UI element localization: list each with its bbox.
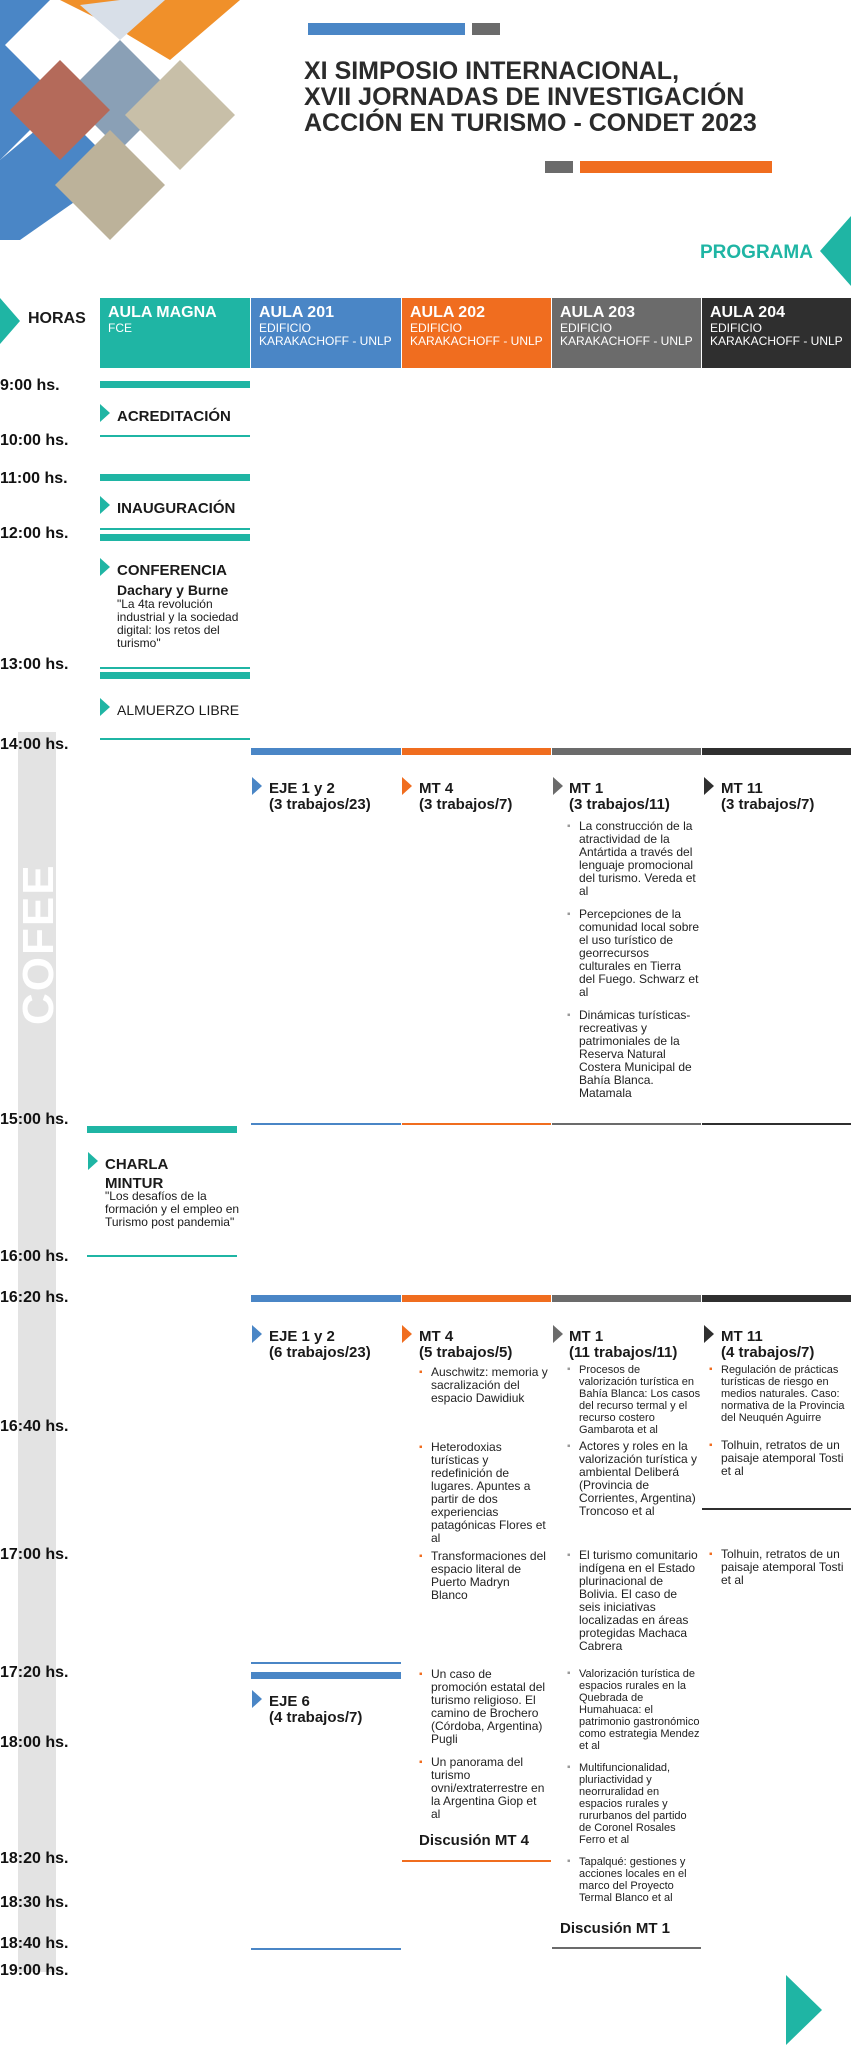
col-head-sub: EDIFICIO KARAKACHOFF - UNLP: [560, 321, 693, 348]
list-item: ▪ Valorización turística de espacios rurales en la Quebrada de Humahuaca: el patrimonio gastronómico como estrategia Mendez et al: [565, 1668, 701, 1752]
s1-202-title: [419, 781, 512, 813]
arrow-icon: [402, 1325, 412, 1343]
time-label: 17:20 hs.: [0, 1664, 69, 1681]
s1-bar-202: [402, 748, 551, 755]
session-label: EJE 1 y 2: [269, 780, 335, 797]
s1-bar-203: [552, 748, 701, 755]
list-item: ▪ Tapalqué: gestiones y acciones locales en el marco del Proyecto Termal Blanco et al: [565, 1856, 701, 1904]
col-head-title: AULA 203: [560, 304, 635, 321]
magna-bar: [100, 672, 250, 679]
s2b-bar-201: [251, 1672, 401, 1679]
s1-end-201: [251, 1123, 401, 1125]
session-label: MT 4: [419, 780, 454, 797]
time-label: 13:00 hs.: [0, 656, 69, 673]
col-head-horas: HORAS: [28, 310, 86, 327]
s2-204-divider: [702, 1508, 851, 1510]
horas-arrow-icon: [0, 298, 20, 344]
col-head-title: AULA 201: [259, 304, 334, 321]
arrow-icon: [252, 1325, 262, 1343]
list-item: ▪ La construcción de la atractividad de la Antártida a través del lenguaje promocional del turismo. Vereda et al: [565, 820, 700, 898]
footer-arrow: [786, 1975, 822, 2045]
title-line-2: XVII JORNADAS DE INVESTIGACIÓN: [304, 83, 745, 111]
time-label: 16:00 hs.: [0, 1248, 69, 1265]
session-label: MT 11: [721, 1328, 763, 1345]
magna-bar: [100, 534, 250, 541]
list-item: ▪ Heterodoxias turísticas y redefinición de lugares. Apuntes a partir de dos experiencias patagónicas Flores et al: [417, 1441, 549, 1545]
time-label: 15:00 hs.: [0, 1111, 69, 1128]
s2-204-list-b: [707, 1439, 851, 1488]
arrow-icon: [704, 1325, 714, 1343]
time-label: 16:20 hs.: [0, 1289, 69, 1306]
arrow-icon: [252, 1690, 262, 1708]
magna-divider: [100, 435, 250, 437]
arrow-icon: [100, 698, 110, 716]
session-count: (11 trabajos/11): [569, 1344, 678, 1361]
list-item: ▪ Transformaciones del espacio literal de Puerto Madryn Blanco: [417, 1550, 549, 1602]
s2-202-discussion: Discusión MT 4: [419, 1832, 530, 1849]
programa-arrow: [820, 216, 851, 286]
list-item: ▪ Percepciones de la comunidad local sobre el uso turístico de georrecursos culturales en Tierra del Fuego. Schwarz et al: [565, 908, 700, 999]
event-conferencia: CONFERENCIA: [117, 562, 228, 579]
magna-bar: [100, 474, 250, 481]
session-label: MT 1: [569, 780, 604, 797]
list-item: ▪ Multifuncionalidad, pluriactividad y neorruralidad en espacios rurales y rururbanos del partido de Coronel Rosales Ferro et al: [565, 1762, 701, 1846]
s2b-201-title: [269, 1694, 362, 1726]
time-label: 14:00 hs.: [0, 736, 69, 753]
s2-202-list-c: [417, 1550, 549, 1612]
time-label: 19:00 hs.: [0, 1962, 69, 1979]
session-label: EJE 1 y 2: [269, 1328, 335, 1345]
magna-divider: [100, 738, 250, 740]
s2-bar-204: [702, 1295, 851, 1302]
s2-203-list-c: [565, 1549, 701, 1663]
magna-bar: [100, 381, 250, 388]
s2-bar-201: [251, 1295, 401, 1302]
col-head-aula-202: [402, 298, 551, 368]
time-label: 12:00 hs.: [0, 525, 69, 542]
session-label: MT 11: [721, 780, 763, 797]
list-item: ▪ Un panorama del turismo ovni/extraterrestre en la Argentina Giop et al: [417, 1756, 549, 1821]
col-head-sub: EDIFICIO KARAKACHOFF - UNLP: [259, 321, 392, 348]
s2-end-201: [251, 1948, 401, 1950]
session-count: (3 trabajos/23): [269, 796, 371, 813]
list-item: ▪ Regulación de prácticas turísticas de riesgo en medios naturales. Caso: normativa de la Provincia del Neuquén Aguirre: [707, 1364, 851, 1424]
s2-202-list-d: [417, 1668, 549, 1831]
session-count: (3 trabajos/7): [721, 796, 815, 813]
col-head-aula-magna: [100, 298, 250, 368]
s2-204-list-a: [707, 1364, 851, 1434]
s2-203-list-d: [565, 1668, 701, 1914]
s1-203-list: [565, 820, 700, 1110]
s2-203-title: [569, 1329, 677, 1361]
s1-203-title: [569, 781, 670, 813]
magna-bar: [87, 1126, 237, 1133]
session-count: (6 trabajos/23): [269, 1344, 371, 1361]
s2-202-list-a: [417, 1366, 549, 1415]
s2-bar-203: [552, 1295, 701, 1302]
session-label: EJE 6: [269, 1693, 310, 1710]
arrow-icon: [252, 777, 262, 795]
s2-201-title: [269, 1329, 371, 1361]
col-head-sub: FCE: [108, 321, 132, 335]
session-count: (4 trabajos/7): [721, 1344, 815, 1361]
s2-end-202: [402, 1860, 551, 1862]
s1-204-title: [721, 781, 814, 813]
time-label: 18:00 hs.: [0, 1734, 69, 1751]
arrow-icon: [100, 404, 110, 422]
arrow-icon: [553, 1325, 563, 1343]
event-acreditacion: ACREDITACIÓN: [117, 408, 231, 425]
col-head-aula-201: [251, 298, 401, 368]
page-title: [304, 58, 824, 136]
time-label: 18:20 hs.: [0, 1850, 69, 1867]
session-label: MT 4: [419, 1328, 454, 1345]
session-count: (4 trabajos/7): [269, 1709, 363, 1726]
list-item: ▪ El turismo comunitario indígena en el Estado plurinacional de Bolivia. El caso de seis iniciativas localizadas en áreas protegidas Machaca Cabrera: [565, 1549, 701, 1653]
conf-title: "La 4ta revolución industrial y la sociedad digital: los retos del turismo": [117, 597, 239, 650]
arrow-icon: [100, 558, 110, 576]
arrow-icon: [88, 1152, 98, 1170]
time-label: 9:00 hs.: [0, 377, 60, 394]
list-item: ▪ Dinámicas turísticas-recreativas y patrimoniales de la Reserva Natural Costera Municipal de Bahía Blanca. Matamala: [565, 1009, 700, 1100]
list-item: ▪ Auschwitz: memoria y sacralización del espacio Dawidiuk: [417, 1366, 549, 1405]
event-inauguracion: INAUGURACIÓN: [117, 500, 236, 517]
conf-speakers: Dachary y Burne: [117, 582, 229, 598]
time-label: 18:40 hs.: [0, 1935, 69, 1952]
title-line-1: XI SIMPOSIO INTERNACIONAL,: [304, 57, 680, 85]
col-head-aula-204: [702, 298, 851, 368]
arrow-icon: [704, 777, 714, 795]
arrow-icon: [100, 496, 110, 514]
programa-label: PROGRAMA: [700, 242, 813, 263]
list-item: ▪ Un caso de promoción estatal del turismo religioso. El camino de Brochero (Córdoba, Argentina) Pugli: [417, 1668, 549, 1746]
col-head-aula-203: [552, 298, 701, 368]
time-label: 11:00 hs.: [0, 470, 68, 487]
s1-end-202: [402, 1123, 551, 1125]
event-almuerzo: ALMUERZO LIBRE: [117, 702, 240, 718]
session-label: MT 1: [569, 1328, 604, 1345]
header-accent-blue: [308, 23, 465, 35]
s1-bar-204: [702, 748, 851, 755]
session-count: (3 trabajos/7): [419, 796, 513, 813]
s2-203-list-a: [565, 1364, 701, 1446]
header-decoration: [0, 0, 260, 240]
magna-divider: [100, 528, 250, 530]
col-head-title: AULA MAGNA: [108, 304, 217, 321]
title-line-3: ACCIÓN EN TURISMO - CONDET 2023: [304, 109, 757, 137]
magna-divider: [100, 667, 250, 669]
arrow-icon: [402, 777, 412, 795]
s2-bar-202: [402, 1295, 551, 1302]
session-count: (5 trabajos/5): [419, 1344, 513, 1361]
time-label: 17:00 hs.: [0, 1546, 69, 1563]
s1-end-204: [702, 1123, 851, 1125]
magna-divider: [87, 1255, 237, 1257]
header-accent-grey-2: [545, 161, 573, 173]
s2-203-list-b: [565, 1440, 701, 1528]
list-item: ▪ Procesos de valorización turística en Bahía Blanca: Los casos del recurso termal y el recurso costero Gambarota et al: [565, 1364, 701, 1436]
col-head-sub: EDIFICIO KARAKACHOFF - UNLP: [410, 321, 543, 348]
s2-201-divider: [251, 1662, 401, 1664]
s1-201-title: [269, 781, 371, 813]
s2-204-title: [721, 1329, 814, 1361]
col-head-title: AULA 204: [710, 304, 785, 321]
s2-end-203: [552, 1947, 701, 1949]
s2-202-title: [419, 1329, 512, 1361]
event-charla: CHARLA MINTUR: [105, 1156, 168, 1192]
cofee-label: COFEE: [14, 863, 63, 1025]
list-item: ▪ Tolhuin, retratos de un paisaje atemporal Tosti et al: [707, 1548, 851, 1587]
s2-204-list-c: [707, 1548, 851, 1597]
col-head-sub: EDIFICIO KARAKACHOFF - UNLP: [710, 321, 843, 348]
session-count: (3 trabajos/11): [569, 796, 670, 813]
list-item: ▪ Tolhuin, retratos de un paisaje atemporal Tosti et al: [707, 1439, 851, 1478]
time-label: 10:00 hs.: [0, 432, 69, 449]
header-accent-grey: [472, 23, 500, 35]
time-label: 18:30 hs.: [0, 1894, 69, 1911]
charla-title: "Los desafíos de la formación y el empleo en Turismo post pandemia": [105, 1189, 240, 1229]
header-accent-orange: [580, 161, 772, 173]
col-head-title: AULA 202: [410, 304, 485, 321]
s1-end-203: [552, 1123, 701, 1125]
arrow-icon: [553, 777, 563, 795]
list-item: ▪ Actores y roles en la valorización turística y ambiental Deliberá (Provincia de Corrientes, Argentina) Troncoso et al: [565, 1440, 701, 1518]
time-label: 16:40 hs.: [0, 1418, 69, 1435]
s1-bar-201: [251, 748, 401, 755]
s2-202-list-b: [417, 1441, 549, 1555]
s2-203-discussion: Discusión MT 1: [560, 1920, 671, 1937]
